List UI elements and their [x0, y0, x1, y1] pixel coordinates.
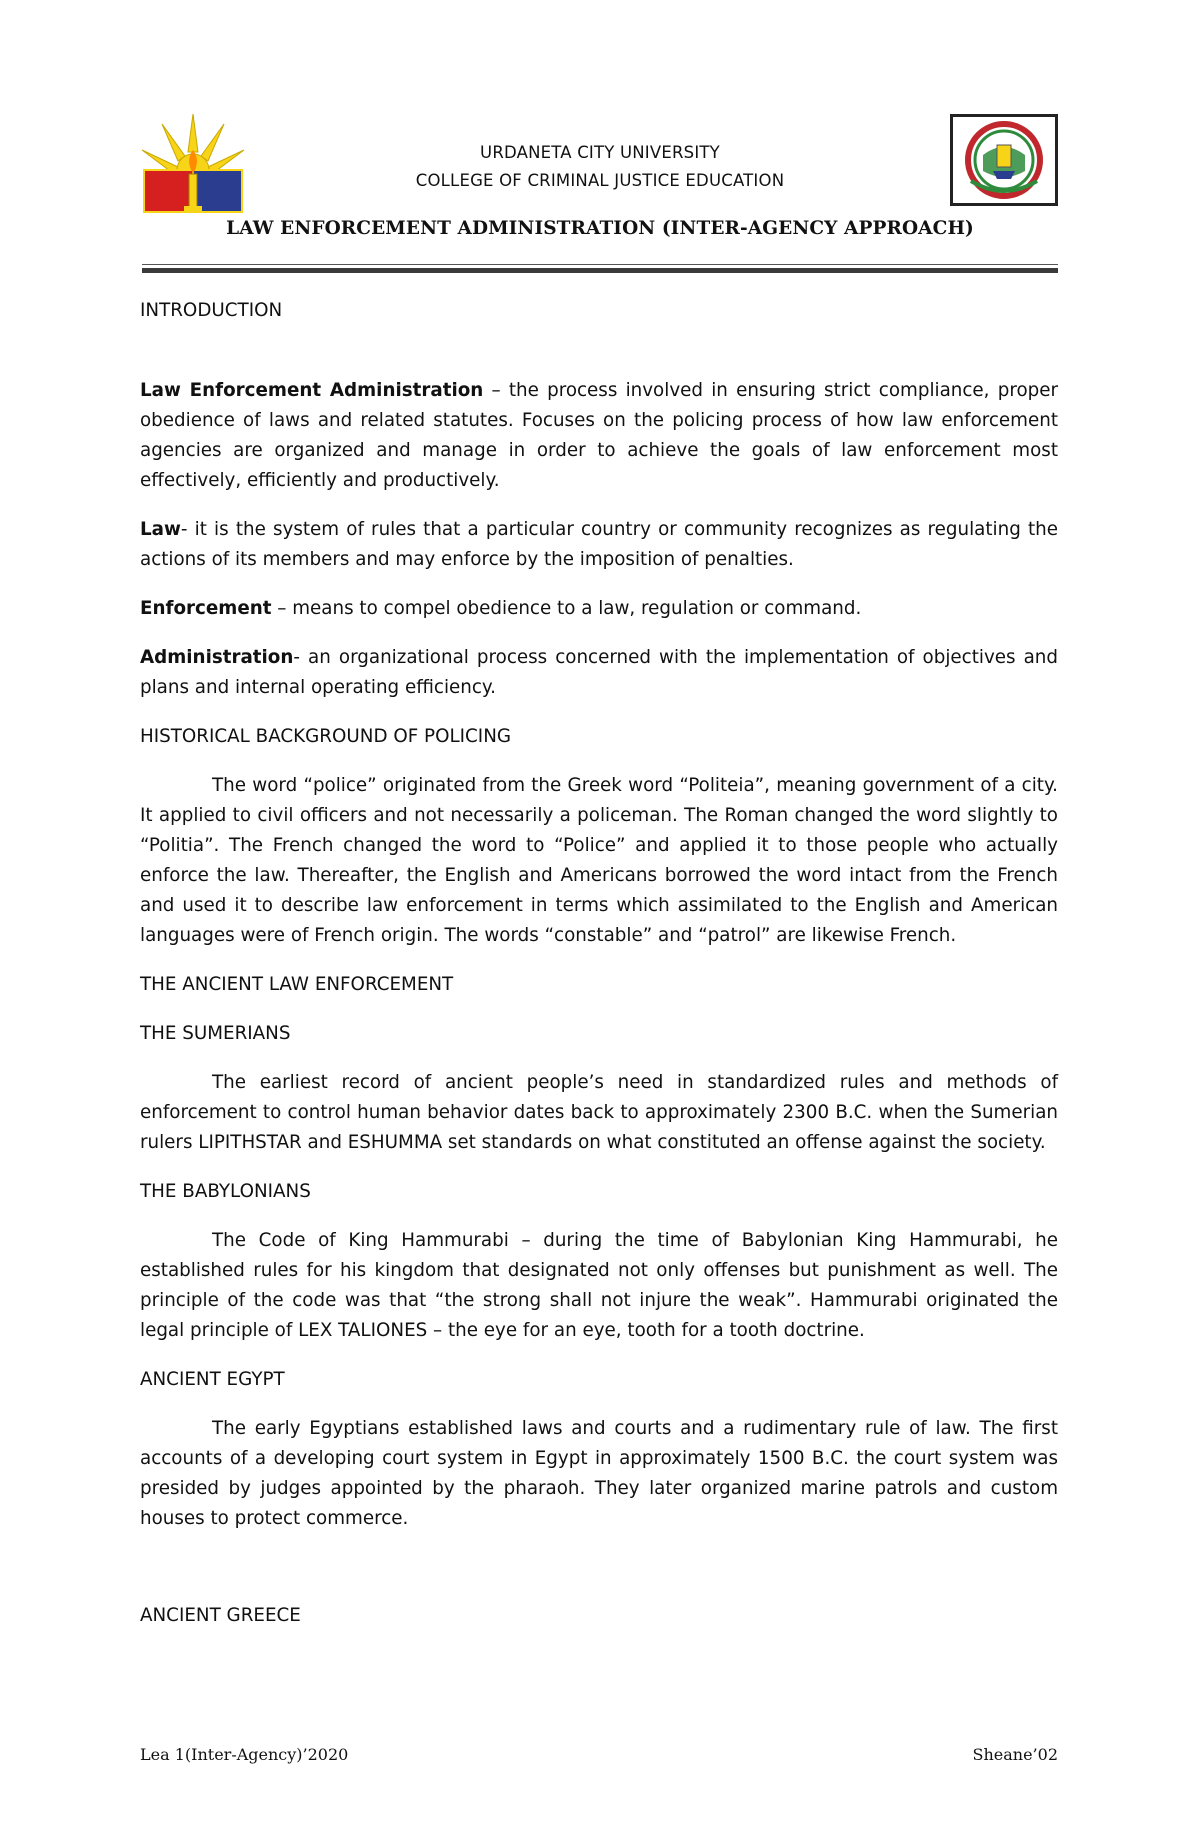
section-heading-babylonians: THE BABYLONIANS: [140, 1181, 311, 1202]
document-body: [140, 296, 1058, 1650]
paragraph-ancient-egypt: The early Egyptians established laws and courts and a rudimentary rule of law. The first accounts of a developing court system in Egypt in approximately 1500 B.C. the court system was presided by judges appointed by the pharaoh. They later organized marine patrols and custom houses to protect commerce.: [140, 1418, 1058, 1529]
definition-text: – the process involved in ensuring strict compliance, proper obedience of laws and related statutes. Focuses on the policing process of how law enforcement agencies are organized and manage in order to achieve the goals of law enforcement most effectively, efficiently and productively.: [140, 380, 1058, 491]
college-name: COLLEGE OF CRIMINAL JUSTICE EDUCATION: [415, 171, 785, 190]
section-heading-sumerians: THE SUMERIANS: [140, 1023, 291, 1044]
definition-term: Administration: [140, 647, 294, 668]
definition-term: Enforcement: [140, 598, 272, 619]
definition-text: – means to compel obedience to a law, regulation or command.: [271, 598, 862, 619]
section-heading-ancient-greece: ANCIENT GREECE: [140, 1605, 301, 1626]
definition-term: Law: [140, 519, 181, 540]
university-sun-logo: [140, 112, 246, 214]
section-heading-ancient-egypt: ANCIENT EGYPT: [140, 1369, 285, 1390]
paragraph-sumerians: The earliest record of ancient people’s need in standardized rules and methods of enforcement to control human behavior dates back to approximately 2300 B.C. when the Sumerian rulers LIPITHSTAR and ESHUMMA set standards on what constituted an offense against the society.: [140, 1072, 1058, 1153]
header-divider-thin: [142, 264, 1058, 265]
paragraph-babylonians: The Code of King Hammurabi – during the time of Babylonian King Hammurabi, he established rules for his kingdom that designated not only offenses but punishment as well. The principle of the code was that “the strong shall not injure the weak”. Hammurabi originated the legal principle of LEX TALIONES – the eye for an eye, tooth for a tooth doctrine.: [140, 1230, 1058, 1341]
definition-enforcement: [140, 594, 1058, 624]
footer-course-code: Lea 1(Inter-Agency)’2020: [140, 1745, 349, 1764]
definition-law: [140, 515, 1058, 575]
definition-law-enforcement-administration: [140, 376, 1058, 496]
footer-author: Sheane’02: [972, 1745, 1058, 1764]
paragraph-historical-background: The word “police” originated from the Greek word “Politeia”, meaning government of a city. It applied to civil officers and not necessarily a policeman. The Roman changed the word slightly to “Politia”. The French changed the word to “Police” and applied it to those people who actually enforce the law. Thereafter, the English and Americans borrowed the word intact from the French and used it to describe law enforcement in terms which assimilated to the English and American languages were of French origin. The words “constable” and “patrol” are likewise French.: [140, 775, 1058, 946]
definition-term: Law Enforcement Administration: [140, 380, 484, 401]
university-name: URDANETA CITY UNIVERSITY: [480, 143, 720, 162]
section-heading-historical-background: HISTORICAL BACKGROUND OF POLICING: [140, 726, 512, 747]
section-heading-introduction: INTRODUCTION: [140, 300, 283, 321]
definition-administration: [140, 643, 1058, 703]
definition-text: - it is the system of rules that a particular country or community recognizes as regulating the actions of its members and may enforce by the imposition of penalties.: [140, 519, 1058, 570]
header-divider-thick: [142, 268, 1058, 273]
section-heading-ancient-law-enforcement: THE ANCIENT LAW ENFORCEMENT: [140, 974, 454, 995]
definition-text: - an organizational process concerned with the implementation of objectives and plans and internal operating efficiency.: [140, 647, 1058, 698]
document-title: LAW ENFORCEMENT ADMINISTRATION (INTER-AGENCY APPROACH): [226, 218, 974, 239]
